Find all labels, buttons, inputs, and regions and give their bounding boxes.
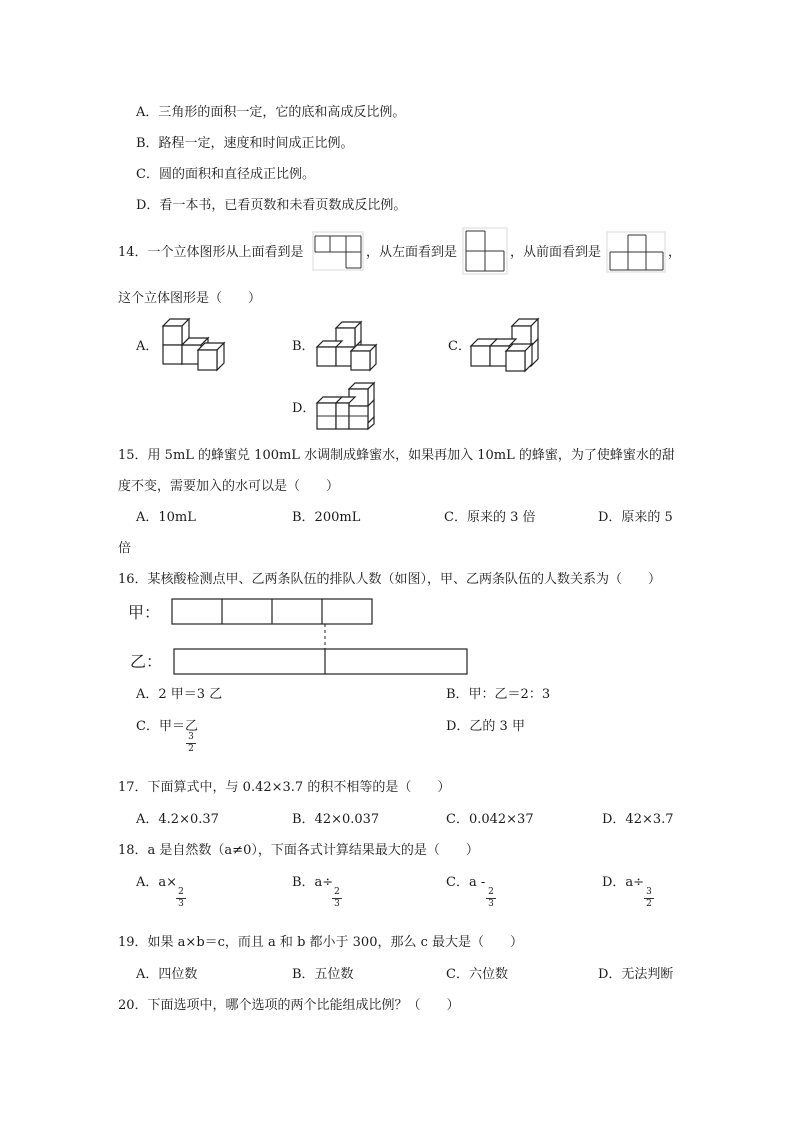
q14-option-c-label: C．	[448, 339, 471, 354]
q14-stem-part4: ，	[668, 245, 682, 260]
q18-option-d-fraction	[644, 888, 654, 909]
q18-option-a: A．a×	[136, 875, 178, 890]
q14-stem-part1: 14．一个立体图形从上面看到是	[118, 245, 304, 260]
q18-option-c: C．a -	[446, 875, 486, 890]
q17-option-d: D．42×3.7	[602, 812, 674, 827]
q19-option-a: A．四位数	[136, 967, 198, 982]
q19-option-d: D．无法判断	[598, 967, 674, 982]
q18-option-d-numerator: 3	[646, 887, 652, 897]
q14-option-a-figure	[160, 316, 236, 374]
q14-option-c-figure	[468, 316, 548, 376]
q15-option-d-wrap: 倍	[118, 541, 132, 556]
q14-option-a-label: A．	[136, 339, 159, 354]
q14-left-view-figure	[463, 228, 507, 274]
q15-stem-line2: 度不变，需要加入的水可以是（ ）	[118, 479, 340, 494]
q18-option-b-fraction	[332, 888, 342, 909]
q15-option-d: D．原来的 5	[598, 510, 673, 525]
q15-option-a: A．10mL	[136, 510, 196, 525]
q14-front-view-figure	[607, 232, 665, 272]
q19-stem: 19．如果 a×b＝c，而且 a 和 b 都小于 300，那么 c 最大是（ ）	[118, 935, 524, 950]
q16-queue-jia-bar	[172, 599, 372, 624]
q16-option-c-text: C．甲＝	[136, 719, 185, 734]
q16-stem: 16．某核酸检测点甲、乙两条队伍的排队人数（如图），甲、乙两条队伍的人数关系为（ ）	[118, 572, 662, 587]
q14-stem-part3: ，从前面看到是	[510, 245, 602, 260]
q13-option-c: C．圆的面积和直径成正比例。	[136, 167, 315, 182]
q14-stem-line2: 这个立体图形是（ ）	[118, 291, 262, 306]
q16-queue-yi-bar	[174, 649, 467, 674]
q19-option-c: C．六位数	[446, 967, 508, 982]
q17-stem: 17．下面算式中，与 0.42×3.7 的积不相等的是（ ）	[118, 780, 451, 795]
q13-option-a: A．三角形的面积一定，它的底和高成反比例。	[136, 105, 406, 120]
q16-option-c-tail: 乙	[184, 719, 198, 734]
q16-option-c-numerator: 3	[188, 732, 194, 742]
q16-option-b: B．甲：乙＝2：3	[446, 687, 551, 702]
q15-stem-line1: 15．用 5mL 的蜂蜜兑 100mL 水调制成蜂蜜水，如果再加入 10mL 的蜂蜜，为了使蜂蜜水的甜	[118, 448, 675, 463]
q17-option-a: A．4.2×0.37	[136, 812, 219, 827]
q18-option-d: D．a÷	[602, 875, 645, 890]
q18-option-d-denominator: 2	[646, 899, 652, 909]
q18-option-a-numerator: 2	[178, 887, 184, 897]
q17-option-c: C．0.042×37	[446, 812, 534, 827]
q16-option-c-denominator: 2	[188, 744, 194, 754]
q18-option-b-denominator: 3	[334, 899, 340, 909]
q16-option-a: A．2 甲＝3 乙	[136, 687, 223, 702]
q14-option-d-figure	[314, 380, 388, 434]
q17-option-b: B．42×0.037	[292, 812, 380, 827]
q20-stem: 20．下面选项中，哪个选项的两个比能组成比例？（ ）	[118, 998, 460, 1013]
q18-option-a-denominator: 3	[178, 899, 184, 909]
q13-option-b: B．路程一定，速度和时间成正比例。	[136, 136, 354, 151]
q18-stem: 18．a 是自然数（a≠0），下面各式计算结果最大的是（ ）	[118, 843, 479, 858]
q19-option-b: B．五位数	[292, 967, 354, 982]
q14-top-view-figure	[313, 232, 363, 270]
q18-option-c-numerator: 2	[488, 887, 494, 897]
q15-option-b: B．200mL	[292, 510, 361, 525]
q16-queue-diagram	[170, 596, 472, 678]
q18-option-c-fraction	[486, 888, 496, 909]
q14-option-b-figure	[314, 318, 388, 374]
q16-label-yi: 乙：	[130, 652, 163, 671]
q16-option-d: D．乙的 3 甲	[446, 719, 525, 734]
q18-option-a-fraction	[176, 888, 186, 909]
q14-stem-part2: ，从左面看到是	[366, 245, 458, 260]
q13-option-d: D．看一本书，已看页数和未看页数成反比例。	[136, 198, 407, 213]
q16-option-c-fraction	[186, 733, 196, 754]
q15-option-c: C．原来的 3 倍	[444, 510, 536, 525]
q18-option-b: B．a÷	[292, 875, 334, 890]
q16-label-jia: 甲：	[128, 603, 161, 622]
q18-option-c-denominator: 3	[488, 899, 494, 909]
q14-option-d-label: D．	[292, 401, 316, 416]
q18-option-b-numerator: 2	[334, 887, 340, 897]
q14-option-b-label: B．	[292, 339, 315, 354]
